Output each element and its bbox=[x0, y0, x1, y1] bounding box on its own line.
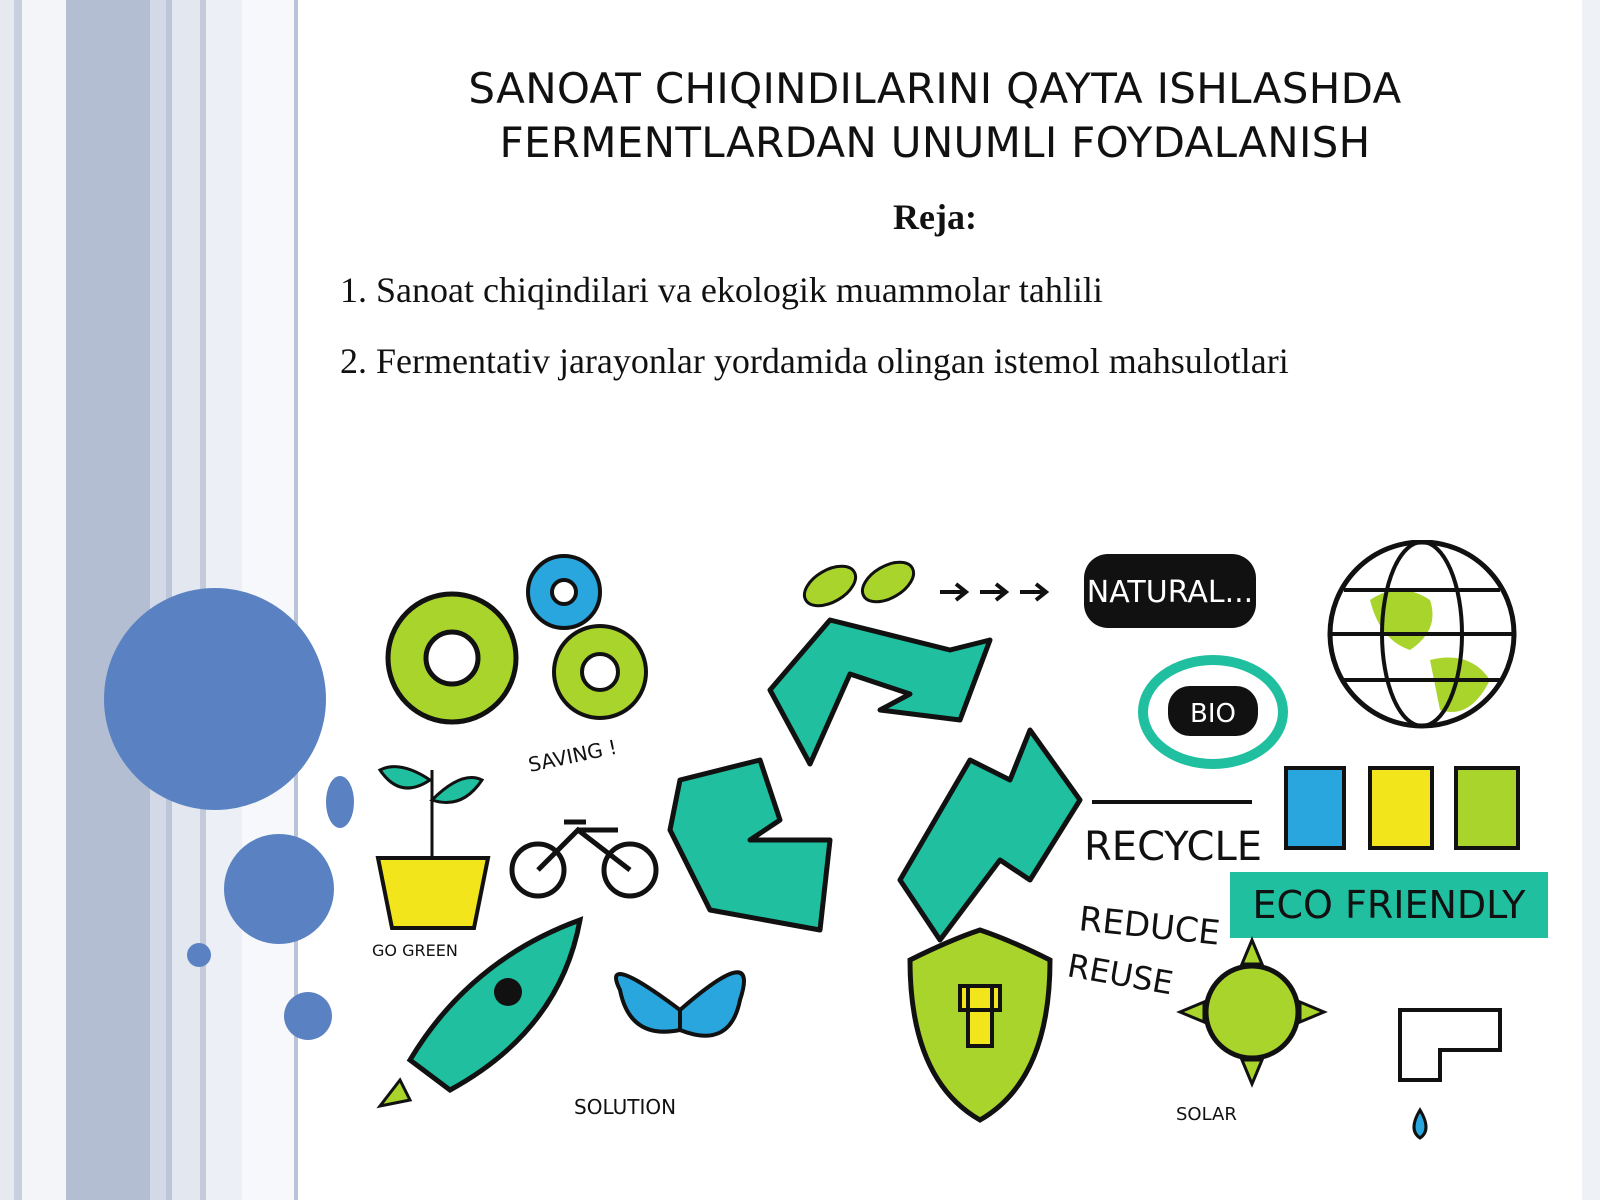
gear-lime-small-icon bbox=[554, 626, 646, 718]
stripe-gap bbox=[22, 0, 66, 1200]
stripe-wide bbox=[66, 0, 150, 1200]
sun-icon bbox=[1180, 940, 1324, 1084]
solar-label: SOLAR bbox=[1176, 1104, 1237, 1125]
saving-label: SAVING ! bbox=[526, 734, 619, 777]
stripe-edge bbox=[0, 0, 14, 1200]
bin-blue-icon bbox=[1286, 768, 1344, 848]
reuse-label: REUSE bbox=[1064, 946, 1176, 1003]
gear-lime-large-icon bbox=[388, 594, 516, 722]
stripe-thin-line bbox=[14, 0, 22, 1200]
circle-small bbox=[284, 992, 332, 1040]
circle-tiny bbox=[187, 943, 211, 967]
plan-heading: Reja: bbox=[893, 197, 977, 237]
go-green-label: GO GREEN bbox=[372, 941, 458, 960]
bin-yellow-icon bbox=[1370, 768, 1432, 848]
title-line-2: FERMENTLARDAN UNUMLI FOYDALANISH bbox=[499, 118, 1371, 167]
plan-item-2: 2. Fermentativ jarayonlar yordamida olingan istemol mahsulotlari bbox=[340, 341, 1289, 381]
slide-title bbox=[430, 62, 1440, 170]
bicycle-icon bbox=[512, 822, 656, 896]
recycle-arrow-right-icon bbox=[900, 730, 1080, 940]
bio-label: BIO bbox=[1190, 699, 1236, 729]
globe-icon bbox=[1330, 542, 1514, 726]
solution-label: SOLUTION bbox=[574, 1095, 677, 1119]
bin-lime-icon bbox=[1456, 768, 1518, 848]
title-line-1: SANOAT CHIQINDILARINI QAYTA ISHLASHDA bbox=[468, 64, 1402, 113]
eco-friendly-label: ECO FRIENDLY bbox=[1252, 883, 1526, 927]
leaf-icon bbox=[798, 558, 862, 614]
circle-medium bbox=[224, 834, 334, 944]
natural-label: NATURAL... bbox=[1086, 575, 1254, 610]
reduce-label: REDUCE bbox=[1077, 899, 1222, 954]
recycle-arrow-top-icon bbox=[770, 620, 990, 764]
eco-illustration bbox=[340, 540, 1560, 1140]
arrows-right-icon bbox=[940, 584, 1046, 600]
leaf-icon bbox=[856, 554, 920, 610]
plan-item-1: 1. Sanoat chiqindilari va ekologik muammolar tahlili bbox=[340, 270, 1103, 310]
butterfly-icon bbox=[616, 972, 744, 1035]
water-tap-icon bbox=[1400, 1010, 1500, 1138]
gear-blue-icon bbox=[528, 556, 600, 628]
plan-list bbox=[340, 268, 1540, 410]
recycle-arrow-left-icon bbox=[670, 760, 830, 930]
stripe-right-edge bbox=[1582, 0, 1600, 1200]
recycle-label: RECYCLE bbox=[1084, 824, 1263, 870]
shield-icon bbox=[910, 930, 1050, 1120]
circle-large bbox=[104, 588, 326, 810]
plant-pot-icon bbox=[378, 767, 488, 928]
